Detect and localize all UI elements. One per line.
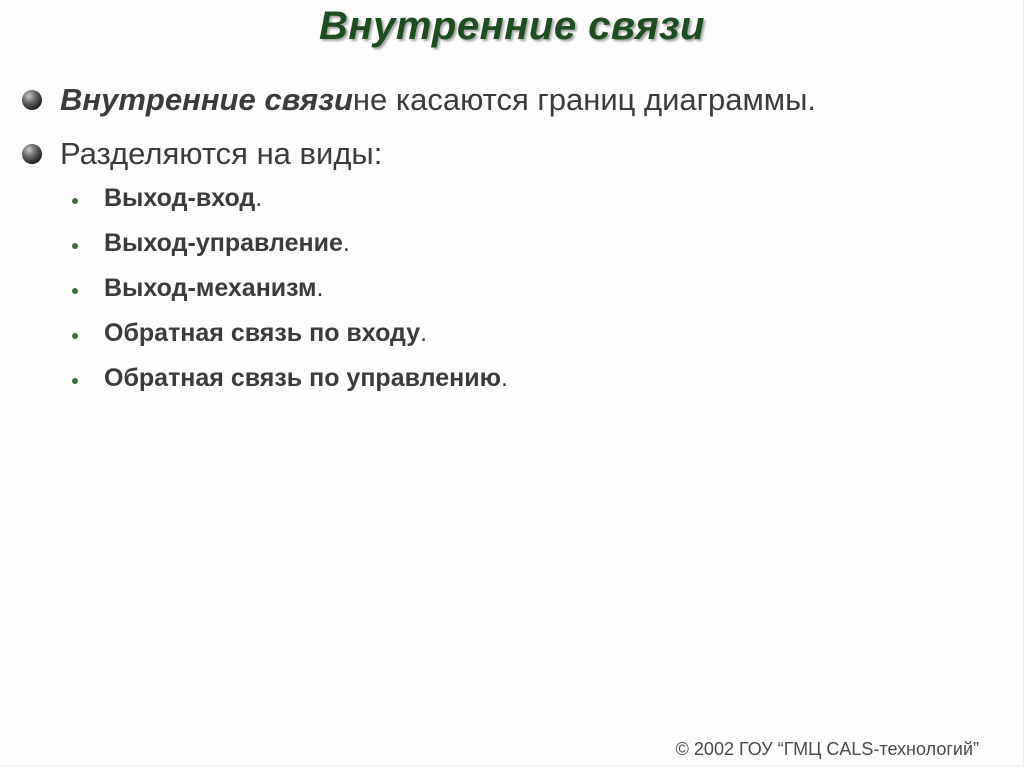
dot-bullet-icon — [72, 198, 78, 204]
bullet-emphasis: Внутренние связи — [60, 82, 353, 117]
bullet-item-1 — [22, 82, 816, 118]
sub-bullet-punct: . — [500, 364, 508, 392]
sub-bullet-item-2 — [72, 229, 350, 258]
bullet-text: не касаются границ диаграммы. — [352, 82, 816, 117]
bullet-item-2 — [22, 136, 382, 172]
sub-bullet-item-3 — [72, 274, 323, 303]
sub-bullet-item-4 — [72, 319, 427, 348]
sphere-bullet-icon — [22, 90, 42, 110]
bullet-text: Разделяются на виды: — [60, 136, 383, 171]
sub-bullet-label: Выход-вход — [104, 184, 256, 212]
sub-bullet-item-1 — [72, 184, 262, 213]
sub-bullet-punct: . — [316, 274, 324, 302]
sub-bullet-punct: . — [420, 319, 428, 347]
sub-bullet-label: Обратная связь по управлению — [104, 364, 501, 392]
slide-title: Внутренние связи — [319, 4, 705, 48]
sub-bullet-punct: . — [342, 229, 350, 257]
dot-bullet-icon — [72, 288, 78, 294]
sub-bullet-label: Выход-управление — [104, 229, 343, 257]
copyright-footer: © 2002 ГОУ “ГМЦ CALS-технологий” — [675, 739, 979, 759]
dot-bullet-icon — [72, 333, 78, 339]
dot-bullet-icon — [72, 378, 78, 384]
sub-bullet-label: Выход-механизм — [104, 274, 317, 302]
sub-bullet-punct: . — [255, 184, 263, 212]
sphere-bullet-icon — [22, 144, 42, 164]
sub-bullet-item-5 — [72, 364, 508, 393]
sub-bullet-label: Обратная связь по входу — [104, 319, 421, 347]
dot-bullet-icon — [72, 243, 78, 249]
